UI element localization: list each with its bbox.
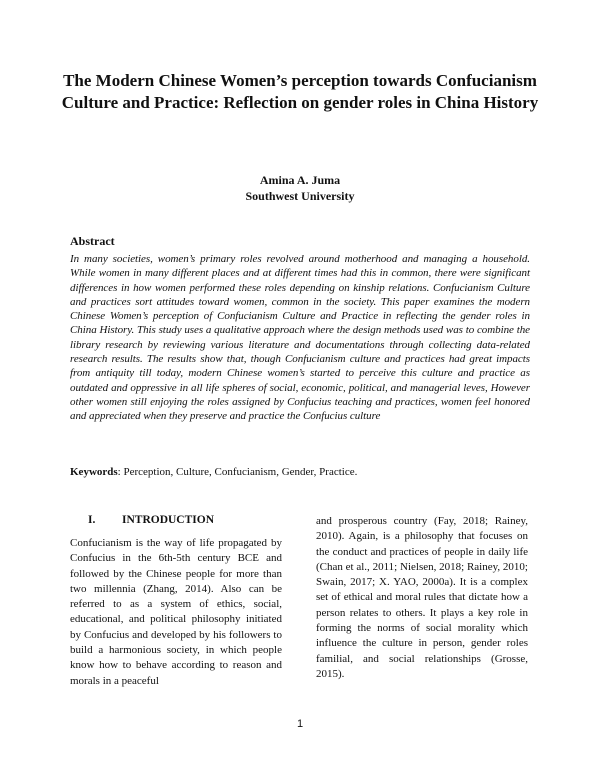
keywords-line: [70, 466, 357, 478]
intro-paragraph-right: and prosperous country (Fay, 2018; Rainey, 2010). Again, is a philosophy that focuses on the conduct and practices of people in daily life (Chan et al., 2011; Nielsen, 2018; Rainey, 2010; Swain, 2017; X. YAO, 2000a). It is a complex set of ethical and moral rules that dictate how a person relates to others. It plays a key role in forming the norms of social morality which influence the culture in person, gender roles familial, and social relationships (Grosse, 2015).: [316, 515, 528, 680]
author-name: Amina A. Juma: [259, 173, 341, 187]
keywords-label: Keywords: [70, 466, 118, 478]
intro-paragraph-left: Confucianism is the way of life propagated by Confucius in the 6th-5th century BCE and followed by the Chinese people for more than two millennia (Zhang, 2014). Also can be referred to as a system of ethics, social, educational, and political philosophy initiated by Confucius and developed by his followers to build a harmonious society, in which people know how to behave according to reason and morals in a peaceful: [70, 537, 282, 687]
keywords-text: : Perception, Culture, Confucianism, Gender, Practice.: [117, 466, 358, 478]
right-column: [316, 514, 528, 682]
abstract-heading: Abstract: [70, 234, 115, 248]
paper-title: The Modern Chinese Women’s perception towards Confucianism Culture and Practice: Reflection on gender roles in China History: [61, 71, 539, 112]
left-column: [70, 514, 282, 689]
author-affiliation: Southwest University: [245, 189, 355, 203]
section-title: INTRODUCTION: [122, 514, 215, 526]
section-heading: [70, 514, 282, 526]
page-number: 1: [296, 718, 304, 730]
section-number: I.: [88, 514, 96, 526]
abstract-text: In many societies, women’s primary roles revolved around motherhood and managing a household. While women in many different places and at different times had this in common, there were significant differences in how women performed these roles depending on kinship relations. Confucianism Culture and practices sort attitudes toward women, common in the society. This paper examines the modern Chinese Women’s perception of Confucianism Culture and Practice in reflecting the gender roles in China History. This study uses a qualitative approach where the design methods used was to combine the library research by reviewing various literature and documentations through collecting data-related research results. The results show that, though Confucianism culture and practices had great impacts from antiquity till today, modern Chinese women’s started to perceive this culture and practice as outdated and oppressive in all life spheres of social, economic, political, and managerial leves, However other women still enjoying the roles assigned by Confucius teaching and practices, women feel honored and appreciated when they preserve and practice the Confucius culture: [70, 253, 530, 423]
